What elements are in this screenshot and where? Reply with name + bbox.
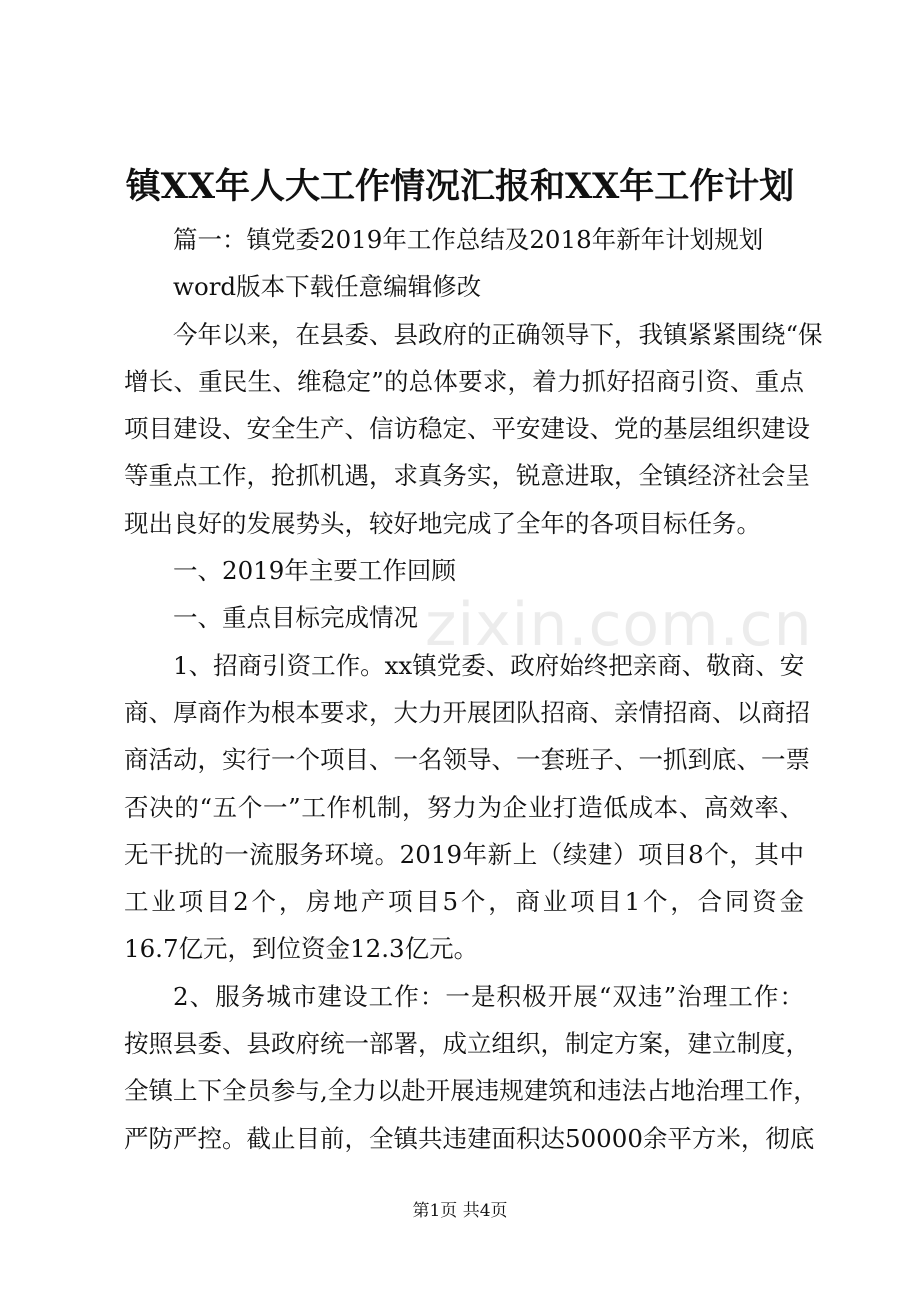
text-line: 一、重点目标完成情况	[173, 603, 418, 633]
text-line: 等重点工作，抢抓机遇，求真务实，锐意进取，全镇经济社会呈	[124, 461, 810, 491]
text-line: 否决的“五个一”工作机制，努力为企业打造低成本、高效率、	[124, 792, 804, 822]
page-footer: 第1页 共4页	[412, 1201, 508, 1221]
text-line: 今年以来，在县委、县政府的正确领导下，我镇紧紧围绕“保	[173, 319, 823, 349]
text-line: 1、招商引资工作。xx镇党委、政府始终把亲商、敬商、安	[173, 650, 805, 680]
document-title: 镇XX年人大工作情况汇报和XX年工作计划	[125, 166, 795, 207]
text-line: word版本下载任意编辑修改	[173, 272, 482, 302]
text-line: 无干扰的一流服务环境。2019年新上（续建）项目8个，其中	[124, 839, 804, 869]
text-line: 商、厚商作为根本要求，大力开展团队招商、亲情招商、以商招	[124, 697, 810, 727]
text-line: 项目建设、安全生产、信访稳定、平安建设、党的基层组织建设	[124, 414, 810, 444]
document-body	[124, 216, 823, 1162]
text-line: 全镇上下全员参与,全力以赴开展违规建筑和违法占地治理工作，	[124, 1076, 818, 1106]
text-line: 工业项目2个，房地产项目5个，商业项目1个，合同资金	[124, 887, 804, 917]
text-line: 16.7亿元，到位资金12.3亿元。	[124, 934, 479, 964]
text-line: 2、服务城市建设工作：一是积极开展“双违”治理工作：	[173, 981, 804, 1011]
text-line: 商活动，实行一个项目、一名领导、一套班子、一抓到底、一票	[124, 745, 810, 775]
text-line: 一、2019年主要工作回顾	[173, 556, 456, 586]
watermark: zixin.com.cn	[425, 590, 813, 660]
text-line: 篇一：镇党委2019年工作总结及2018年新年计划规划	[173, 225, 764, 254]
text-line: 现出良好的发展势头，较好地完成了全年的各项目标任务。	[124, 508, 761, 538]
text-line: 增长、重民生、维稳定”的总体要求，着力抓好招商引资、重点	[124, 366, 804, 396]
text-line: 按照县委、县政府统一部署，成立组织，制定方案，建立制度，	[124, 1029, 810, 1059]
text-line: 严防严控。截止目前，全镇共违建面积达50000余平方米，彻底	[124, 1123, 815, 1153]
